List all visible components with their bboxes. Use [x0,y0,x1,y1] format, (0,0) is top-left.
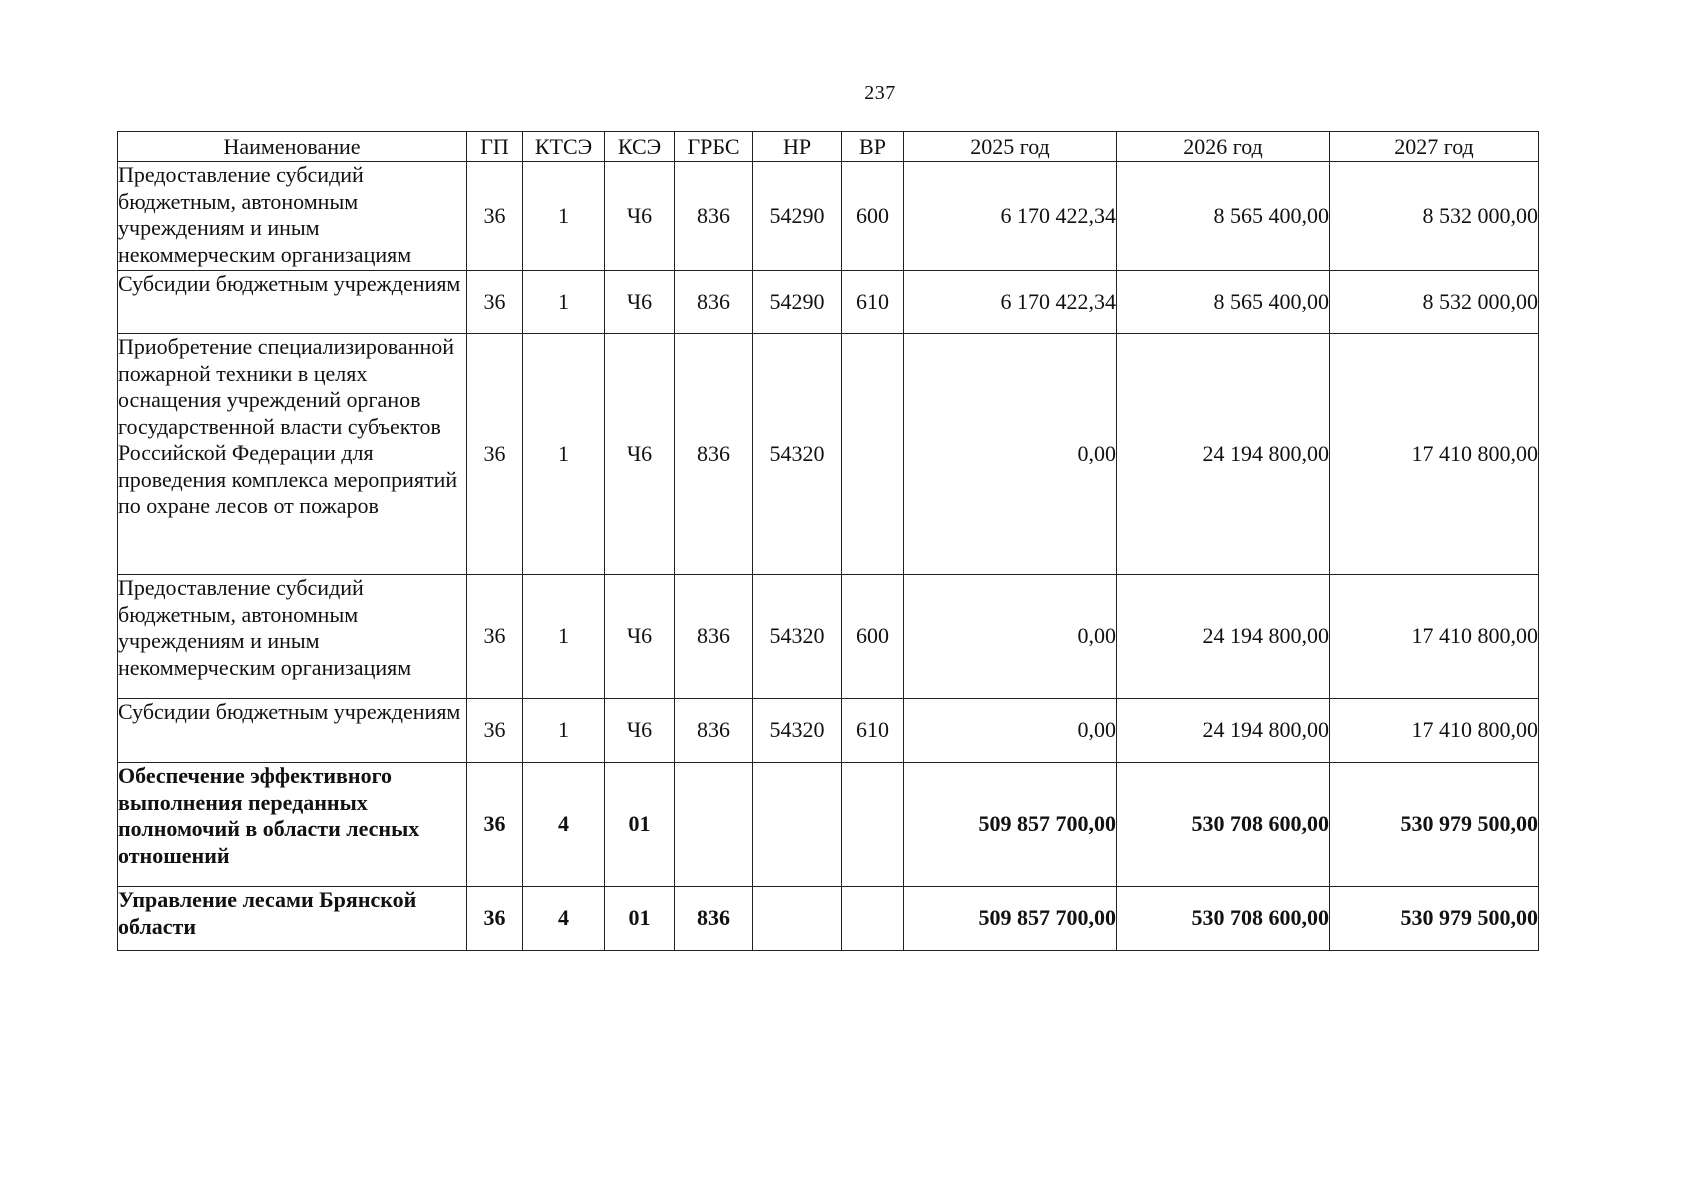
row-nr: 54290 [753,271,842,334]
row-name: Субсидии бюджетным учреждениям [118,699,467,763]
row-2027: 8 532 000,00 [1330,271,1539,334]
row-2026: 530 708 600,00 [1117,887,1330,951]
row-2026: 530 708 600,00 [1117,763,1330,887]
row-grbs: 836 [675,575,753,699]
row-nr: 54320 [753,334,842,575]
row-grbs: 836 [675,334,753,575]
row-name: Обеспечение эффективного выполнения переданных полномочий в области лесных отношений [118,763,467,887]
row-gp: 36 [467,575,523,699]
row-gp: 36 [467,699,523,763]
table-header-row [118,132,1539,162]
row-grbs: 836 [675,887,753,951]
row-kse: 01 [605,763,675,887]
row-2027: 530 979 500,00 [1330,763,1539,887]
table-row [118,763,1539,887]
table-row [118,271,1539,334]
row-name: Предоставление субсидий бюджетным, автономным учреждениям и иным некоммерческим организациям [118,575,467,699]
row-2027: 17 410 800,00 [1330,334,1539,575]
row-ktse: 1 [523,699,605,763]
row-vr: 610 [842,271,904,334]
row-vr: 610 [842,699,904,763]
row-2026: 8 565 400,00 [1117,271,1330,334]
row-grbs: 836 [675,699,753,763]
row-grbs: 836 [675,271,753,334]
row-ktse: 1 [523,575,605,699]
row-ktse: 1 [523,162,605,271]
row-2027: 17 410 800,00 [1330,575,1539,699]
row-ktse: 4 [523,763,605,887]
row-2025: 0,00 [904,699,1117,763]
row-grbs [675,763,753,887]
header-2027: 2027 год [1330,132,1539,162]
row-name: Приобретение специализированной пожарной техники в целях оснащения учреждений органов государственной власти субъектов Российской Федерации для проведения комплекса мероприятий по охране лесов от пожаров [118,334,467,575]
row-nr: 54290 [753,162,842,271]
row-2026: 24 194 800,00 [1117,334,1330,575]
row-2027: 17 410 800,00 [1330,699,1539,763]
row-2026: 24 194 800,00 [1117,575,1330,699]
row-2026: 24 194 800,00 [1117,699,1330,763]
row-ktse: 1 [523,271,605,334]
row-nr: 54320 [753,699,842,763]
row-vr: 600 [842,162,904,271]
row-name: Управление лесами Брянской области [118,887,467,951]
row-kse: 01 [605,887,675,951]
table-row [118,887,1539,951]
row-vr: 600 [842,575,904,699]
row-ktse: 4 [523,887,605,951]
header-vr: ВР [842,132,904,162]
row-gp: 36 [467,271,523,334]
header-kse: КСЭ [605,132,675,162]
header-grbs: ГРБС [675,132,753,162]
row-vr [842,334,904,575]
row-gp: 36 [467,162,523,271]
row-vr [842,763,904,887]
row-ktse: 1 [523,334,605,575]
table-row [118,334,1539,575]
header-nr: НР [753,132,842,162]
row-kse: Ч6 [605,575,675,699]
row-2025: 509 857 700,00 [904,887,1117,951]
header-gp: ГП [467,132,523,162]
row-kse: Ч6 [605,162,675,271]
header-2025: 2025 год [904,132,1117,162]
row-vr [842,887,904,951]
row-name: Субсидии бюджетным учреждениям [118,271,467,334]
table-row [118,575,1539,699]
row-grbs: 836 [675,162,753,271]
row-2027: 530 979 500,00 [1330,887,1539,951]
row-nr: 54320 [753,575,842,699]
page-number: 237 [864,82,896,104]
row-gp: 36 [467,334,523,575]
table-row [118,162,1539,271]
row-2025: 0,00 [904,575,1117,699]
header-ktse: КТСЭ [523,132,605,162]
header-2026: 2026 год [1117,132,1330,162]
row-name: Предоставление субсидий бюджетным, автономным учреждениям и иным некоммерческим организациям [118,162,467,271]
row-kse: Ч6 [605,334,675,575]
row-2027: 8 532 000,00 [1330,162,1539,271]
row-2025: 509 857 700,00 [904,763,1117,887]
row-2025: 6 170 422,34 [904,271,1117,334]
row-2025: 0,00 [904,334,1117,575]
row-gp: 36 [467,763,523,887]
header-name: Наименование [118,132,467,162]
budget-table [117,131,1539,951]
row-2025: 6 170 422,34 [904,162,1117,271]
row-gp: 36 [467,887,523,951]
table-row [118,699,1539,763]
row-kse: Ч6 [605,271,675,334]
row-nr [753,763,842,887]
row-nr [753,887,842,951]
row-kse: Ч6 [605,699,675,763]
row-2026: 8 565 400,00 [1117,162,1330,271]
